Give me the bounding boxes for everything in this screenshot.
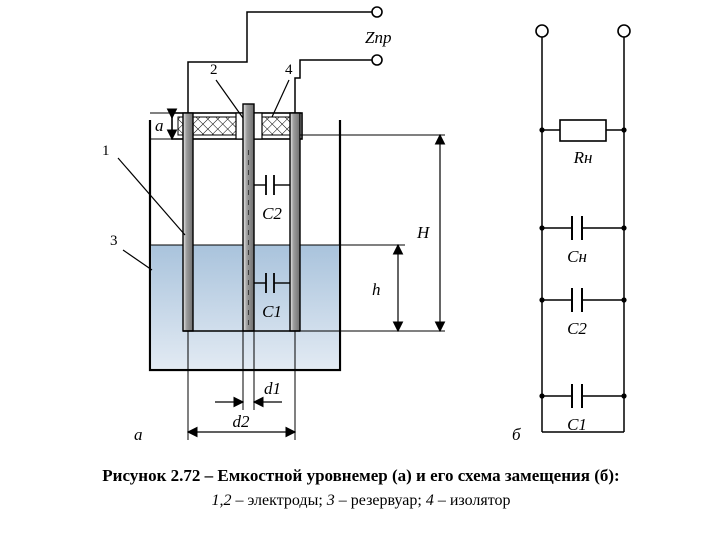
circuit-terminal-left [536,25,548,37]
label-H: H [417,223,430,242]
callout-1 [102,143,185,235]
electrode-1-right-wall [290,113,300,331]
resistor-rn [542,120,624,167]
callout-3 [110,233,152,270]
label-zpr: Zпр [365,28,392,47]
zpr-wiring [188,7,382,113]
capacitor-cn [542,216,624,266]
caption-part-insulator-text: – изолятор [433,492,511,509]
panel-b-label: б [512,425,521,444]
callout-4 [272,62,293,117]
label-c2: C2 [262,204,282,223]
panel-a-label: а [134,425,143,444]
caption-part-electrodes-text: – электроды; [231,492,327,509]
callout-1-label: 1 [102,143,110,159]
callout-4-label: 4 [285,62,293,78]
figure-caption-sub [0,492,722,510]
label-c2-circuit: C2 [567,319,587,338]
circuit-terminal-right [618,25,630,37]
caption-part-insulator-num: 4 [425,492,434,509]
label-cn: Cн [567,247,587,266]
label-a-gap: a [155,116,164,135]
electrode-2 [243,104,254,331]
label-c1-circuit: C1 [567,415,587,434]
label-d2: d2 [232,412,250,431]
capacitor-c2-symbol [254,175,290,195]
label-d1: d1 [264,379,281,398]
caption-part-reservoir-text: – резервуар; [334,492,426,509]
callout-2 [210,62,243,118]
figure-caption-main: Рисунок 2.72 – Емкостной уровнемер (а) и его схема замещения (б): [102,466,620,485]
capacitor-c1-circuit [542,384,624,434]
label-rn: Rн [573,148,593,167]
electrode-1 [183,113,193,331]
callout-3-label: 3 [110,233,118,249]
callout-2-label: 2 [210,62,218,78]
label-h: h [372,280,381,299]
capacitor-c2-circuit [542,288,624,338]
equivalent-circuit [536,25,630,434]
caption-part-electrodes-num: 1,2 [211,492,232,509]
label-c1: C1 [262,302,282,321]
caption-part-reservoir-num: 3 [326,492,335,509]
terminal-bottom [372,55,382,65]
terminal-top [372,7,382,17]
